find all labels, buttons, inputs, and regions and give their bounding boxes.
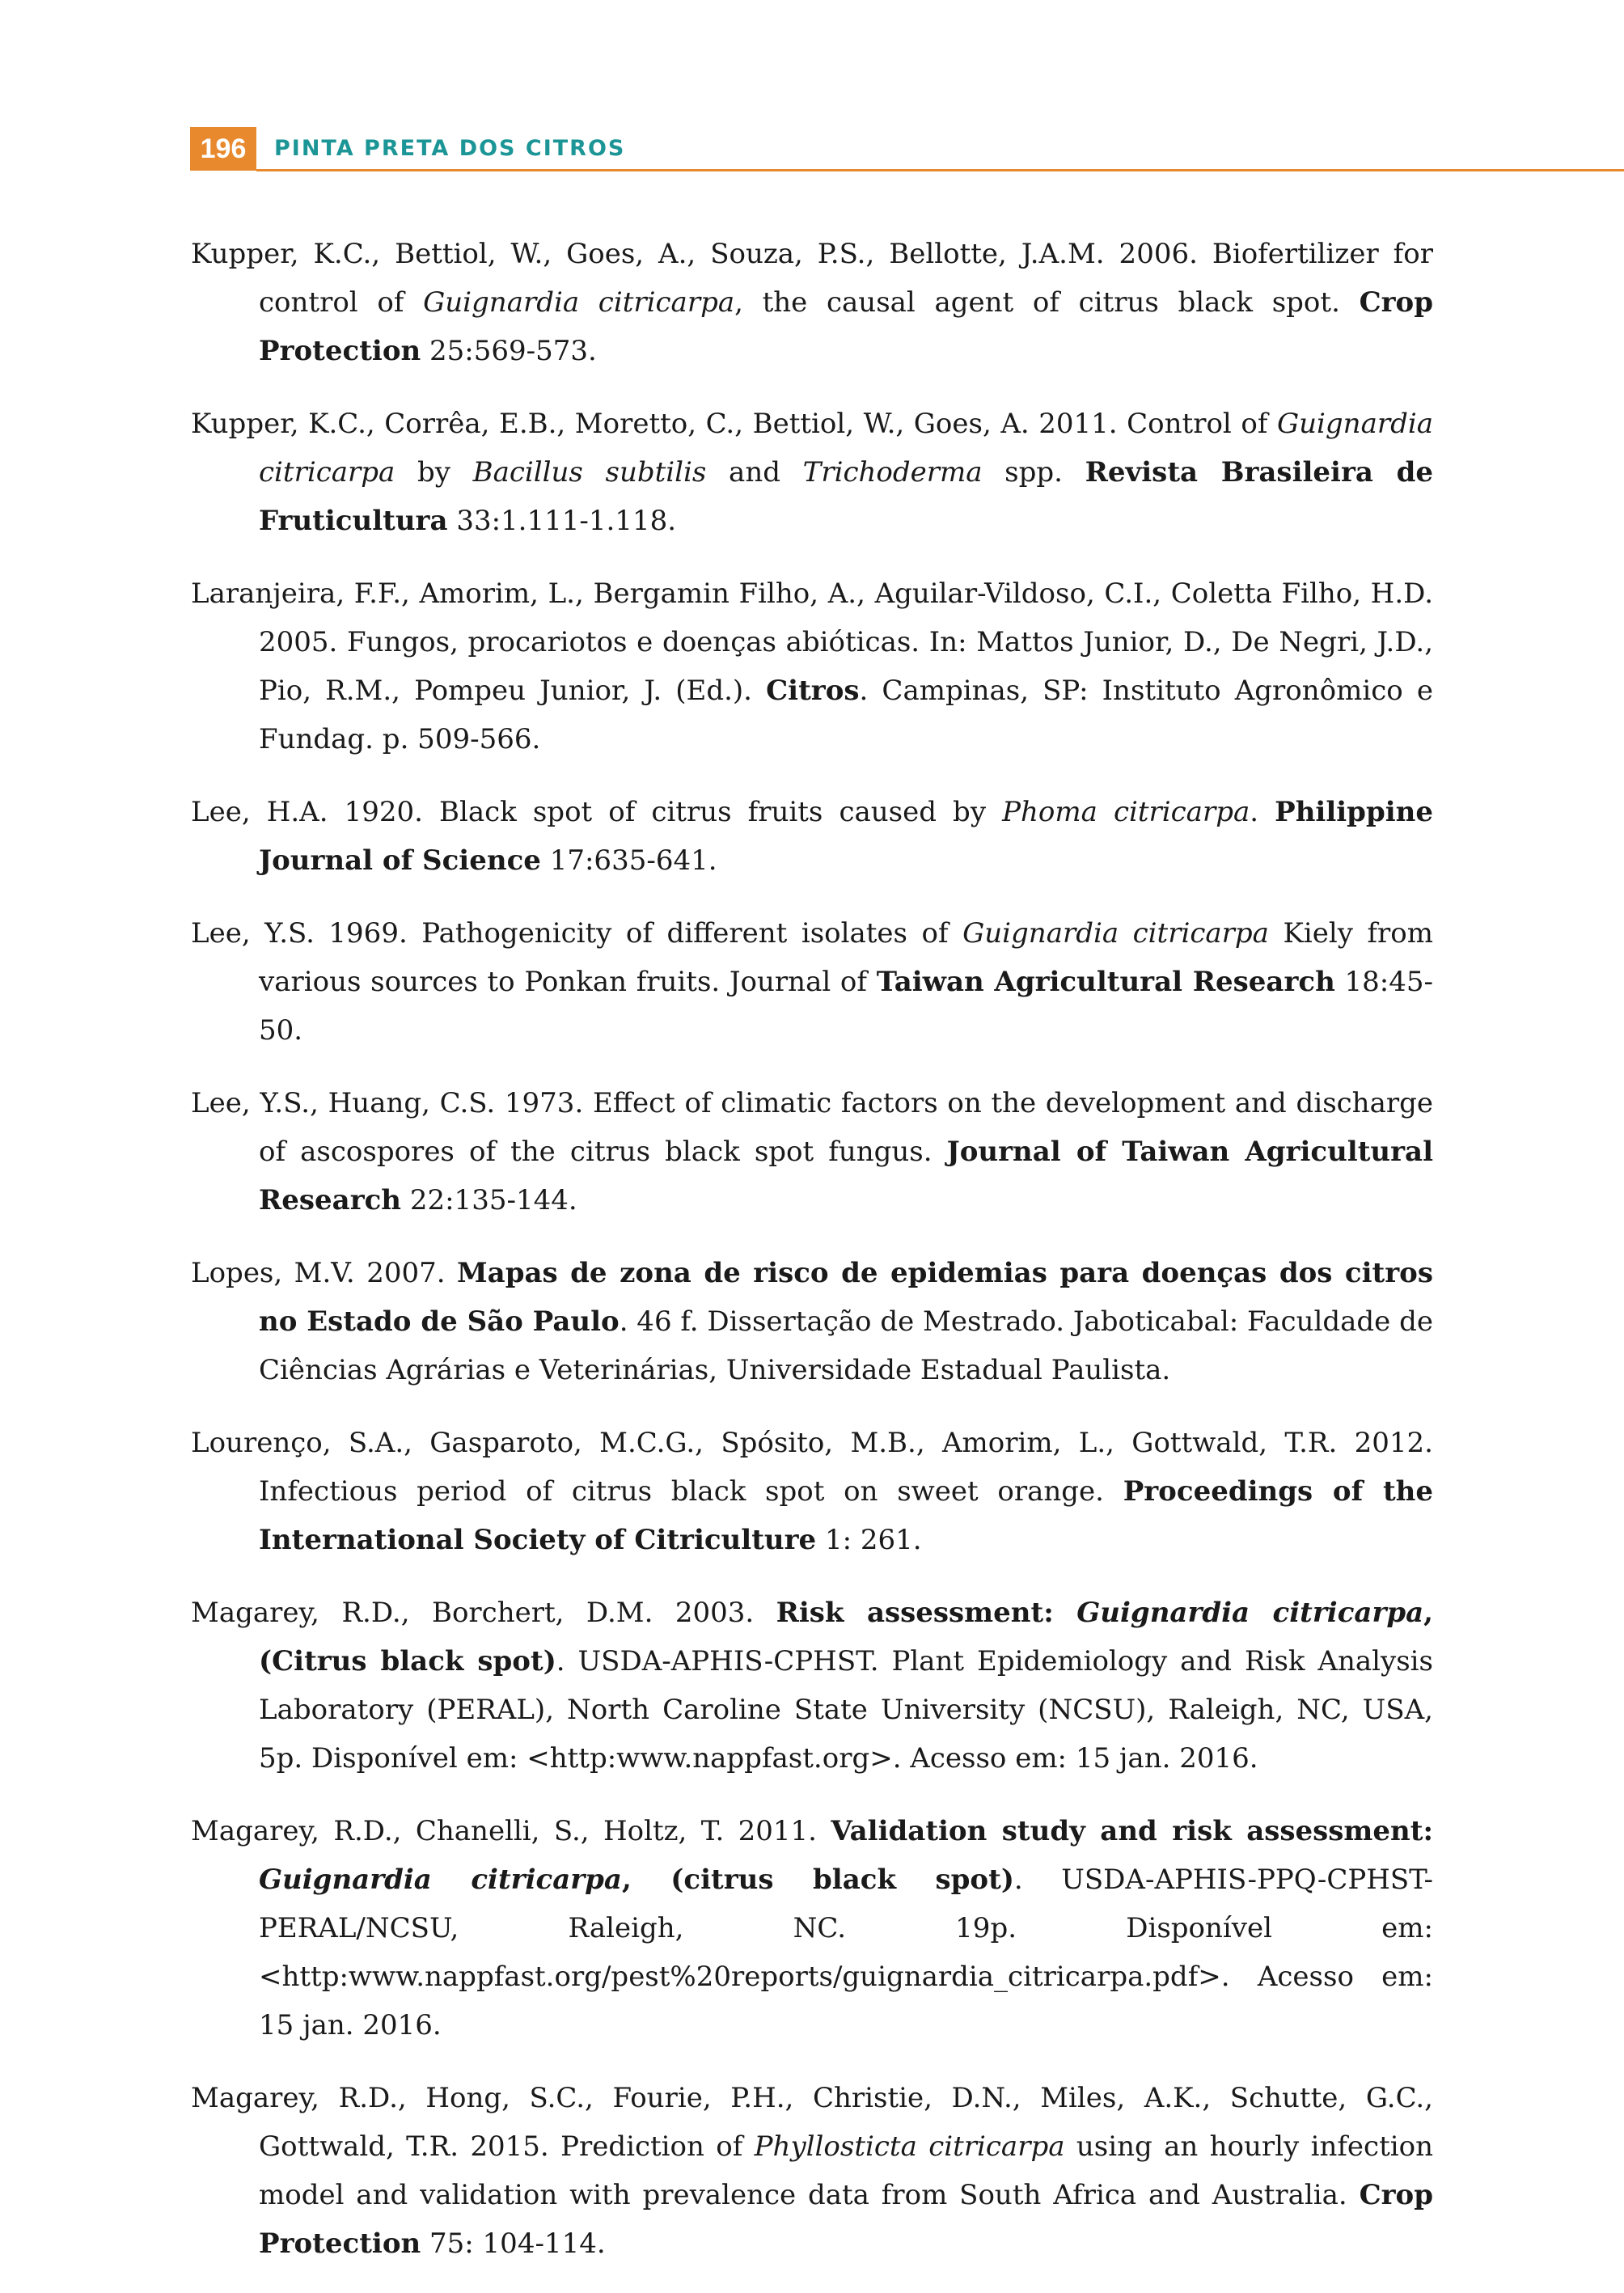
reference-text-segment: Validation study and risk assessment:: [831, 1815, 1434, 1847]
reference-entry: [191, 400, 1433, 545]
reference-text-segment: . Campinas, SP: Instituto Agronômico e Fundag. p. 509-566.: [259, 675, 1433, 755]
reference-entry: [191, 1079, 1433, 1225]
reference-text-segment: .: [1250, 796, 1275, 828]
reference-text-segment: Journal of Taiwan Agricultural Research: [259, 1136, 1434, 1216]
reference-text-segment: 17:635-641.: [540, 844, 717, 877]
reference-entry: [191, 1807, 1433, 2050]
reference-entry: [191, 1419, 1433, 1564]
reference-text-segment: Revista Brasileira de Fruticultura: [259, 456, 1433, 537]
reference-text-segment: Guignardia citricarpa: [259, 1864, 622, 1896]
header-rule: [256, 169, 1624, 171]
reference-text-segment: 75: 104-114.: [421, 2227, 606, 2260]
reference-text-segment: Citros: [766, 675, 860, 707]
reference-entry: [191, 788, 1433, 885]
reference-text-segment: , the causal agent of citrus black spot.: [734, 286, 1360, 319]
reference-text-segment: Proceedings of the International Society of Citriculture: [259, 1475, 1434, 1556]
reference-text-segment: Lee, Y.S., Huang, C.S. 1973. Effect of climatic factors on the development and discharge of ascospores of the citrus black spot fungus.: [191, 1087, 1433, 1168]
running-title: PINTA PRETA DOS CITROS: [274, 136, 626, 161]
reference-text-segment: Crop Protection: [259, 2179, 1433, 2260]
reference-text-segment: Crop Protection: [259, 286, 1433, 367]
reference-text-segment: Guignardia citricarpa: [962, 917, 1269, 950]
reference-text-segment: Kupper, K.C., Corrêa, E.B., Moretto, C., Bettiol, W., Goes, A. 2011. Control of: [191, 408, 1277, 440]
page-header: [190, 127, 1624, 171]
reference-text-segment: . USDA-APHIS-PPQ-CPHST-PERAL/NCSU, Raleigh, NC. 19p. Disponível em: <http:www.nappfast.org/pest%20reports/guignardia_citricarpa.pdf>. Acesso em: 15 jan. 2016.: [259, 1864, 1433, 2041]
reference-text-segment: Magarey, R.D., Chanelli, S., Holtz, T. 2011.: [191, 1815, 831, 1847]
reference-text-segment: [259, 1864, 622, 1896]
reference-text-segment: Magarey, R.D., Borchert, D.M. 2003.: [191, 1597, 776, 1629]
reference-entry: [191, 230, 1433, 375]
reference-text-segment: and: [706, 456, 803, 489]
reference-entry: [191, 569, 1433, 764]
reference-text-segment: 1: 261.: [816, 1524, 922, 1556]
reference-text-segment: 33:1.111-1.118.: [447, 505, 677, 537]
reference-text-segment: Phyllosticta citricarpa: [754, 2130, 1065, 2163]
reference-entry: [191, 2074, 1433, 2268]
reference-text-segment: Risk assessment:: [776, 1597, 1077, 1629]
reference-text-segment: spp.: [982, 456, 1085, 489]
reference-text-segment: Kupper, K.C., Bettiol, W., Goes, A., Souza, P.S., Bellotte, J.A.M. 2006. Biofertilizer for control of: [191, 238, 1433, 319]
reference-text-segment: using an hourly infection model and validation with prevalence data from South Africa and Australia.: [259, 2130, 1433, 2211]
reference-entry: [191, 1589, 1433, 1783]
reference-text-segment: Phoma citricarpa: [1002, 796, 1250, 828]
reference-text-segment: Philippine Journal of Science: [259, 796, 1433, 877]
reference-text-segment: Bacillus subtilis: [472, 456, 707, 489]
reference-text-segment: Guignardia citricarpa: [1076, 1597, 1424, 1629]
reference-text-segment: , (citrus black spot): [621, 1864, 1014, 1896]
reference-text-segment: Magarey, R.D., Hong, S.C., Fourie, P.H., Christie, D.N., Miles, A.K., Schutte, G.C., Gottwald, T.R. 2015. Prediction of: [191, 2082, 1433, 2163]
page-number: 196: [190, 127, 256, 171]
reference-text-segment: Trichoderma: [802, 456, 983, 489]
reference-text-segment: 18:45-50.: [259, 966, 1433, 1047]
reference-text-segment: Lopes, M.V. 2007.: [191, 1257, 458, 1289]
reference-text-segment: 22:135-144.: [401, 1184, 577, 1216]
reference-entry: [191, 909, 1433, 1055]
reference-text-segment: 25:569-573.: [421, 335, 597, 367]
reference-text-segment: Mapas de zona de risco de epidemias para doenças dos citros no Estado de São Paulo: [259, 1257, 1433, 1338]
reference-text-segment: . USDA-APHIS-CPHST. Plant Epidemiology and Risk Analysis Laboratory (PERAL), North Caroline State University (NCSU), Raleigh, NC, USA, 5p. Disponível em: <http:www.nappfast.org>. Acesso em: 15 jan. 2016.: [259, 1645, 1433, 1775]
reference-text-segment: Lee, Y.S. 1969. Pathogenicity of different isolates of: [191, 917, 963, 950]
reference-text-segment: Guignardia citricarpa: [423, 286, 735, 319]
reference-entry: [191, 1249, 1433, 1394]
reference-text-segment: Lee, H.A. 1920. Black spot of citrus fruits caused by: [191, 796, 1003, 828]
reference-list: [191, 230, 1433, 2292]
reference-text-segment: . 46 f. Dissertação de Mestrado. Jaboticabal: Faculdade de Ciências Agrárias e Veterinárias, Universidade Estadual Paulista.: [259, 1305, 1433, 1386]
reference-text-segment: Kiely from various sources to Ponkan fruits. Journal of: [259, 917, 1434, 998]
reference-text-segment: Guignardia citricarpa: [259, 408, 1433, 489]
reference-text-segment: Taiwan Agricultural Research: [876, 966, 1335, 998]
reference-text-segment: , (Citrus black spot): [259, 1597, 1433, 1677]
reference-text-segment: Lourenço, S.A., Gasparoto, M.C.G., Spósito, M.B., Amorim, L., Gottwald, T.R. 2012. Infectious period of citrus black spot on sweet orange.: [191, 1427, 1433, 1508]
reference-text-segment: by: [395, 456, 473, 489]
reference-text-segment: [1076, 1597, 1423, 1629]
reference-text-segment: Laranjeira, F.F., Amorim, L., Bergamin Filho, A., Aguilar-Vildoso, C.I., Coletta Filho, H.D. 2005. Fungos, procariotos e doenças abióticas. In: Mattos Junior, D., De Negri, J.D., Pio, R.M., Pompeu Junior, J. (Ed.).: [191, 577, 1433, 707]
